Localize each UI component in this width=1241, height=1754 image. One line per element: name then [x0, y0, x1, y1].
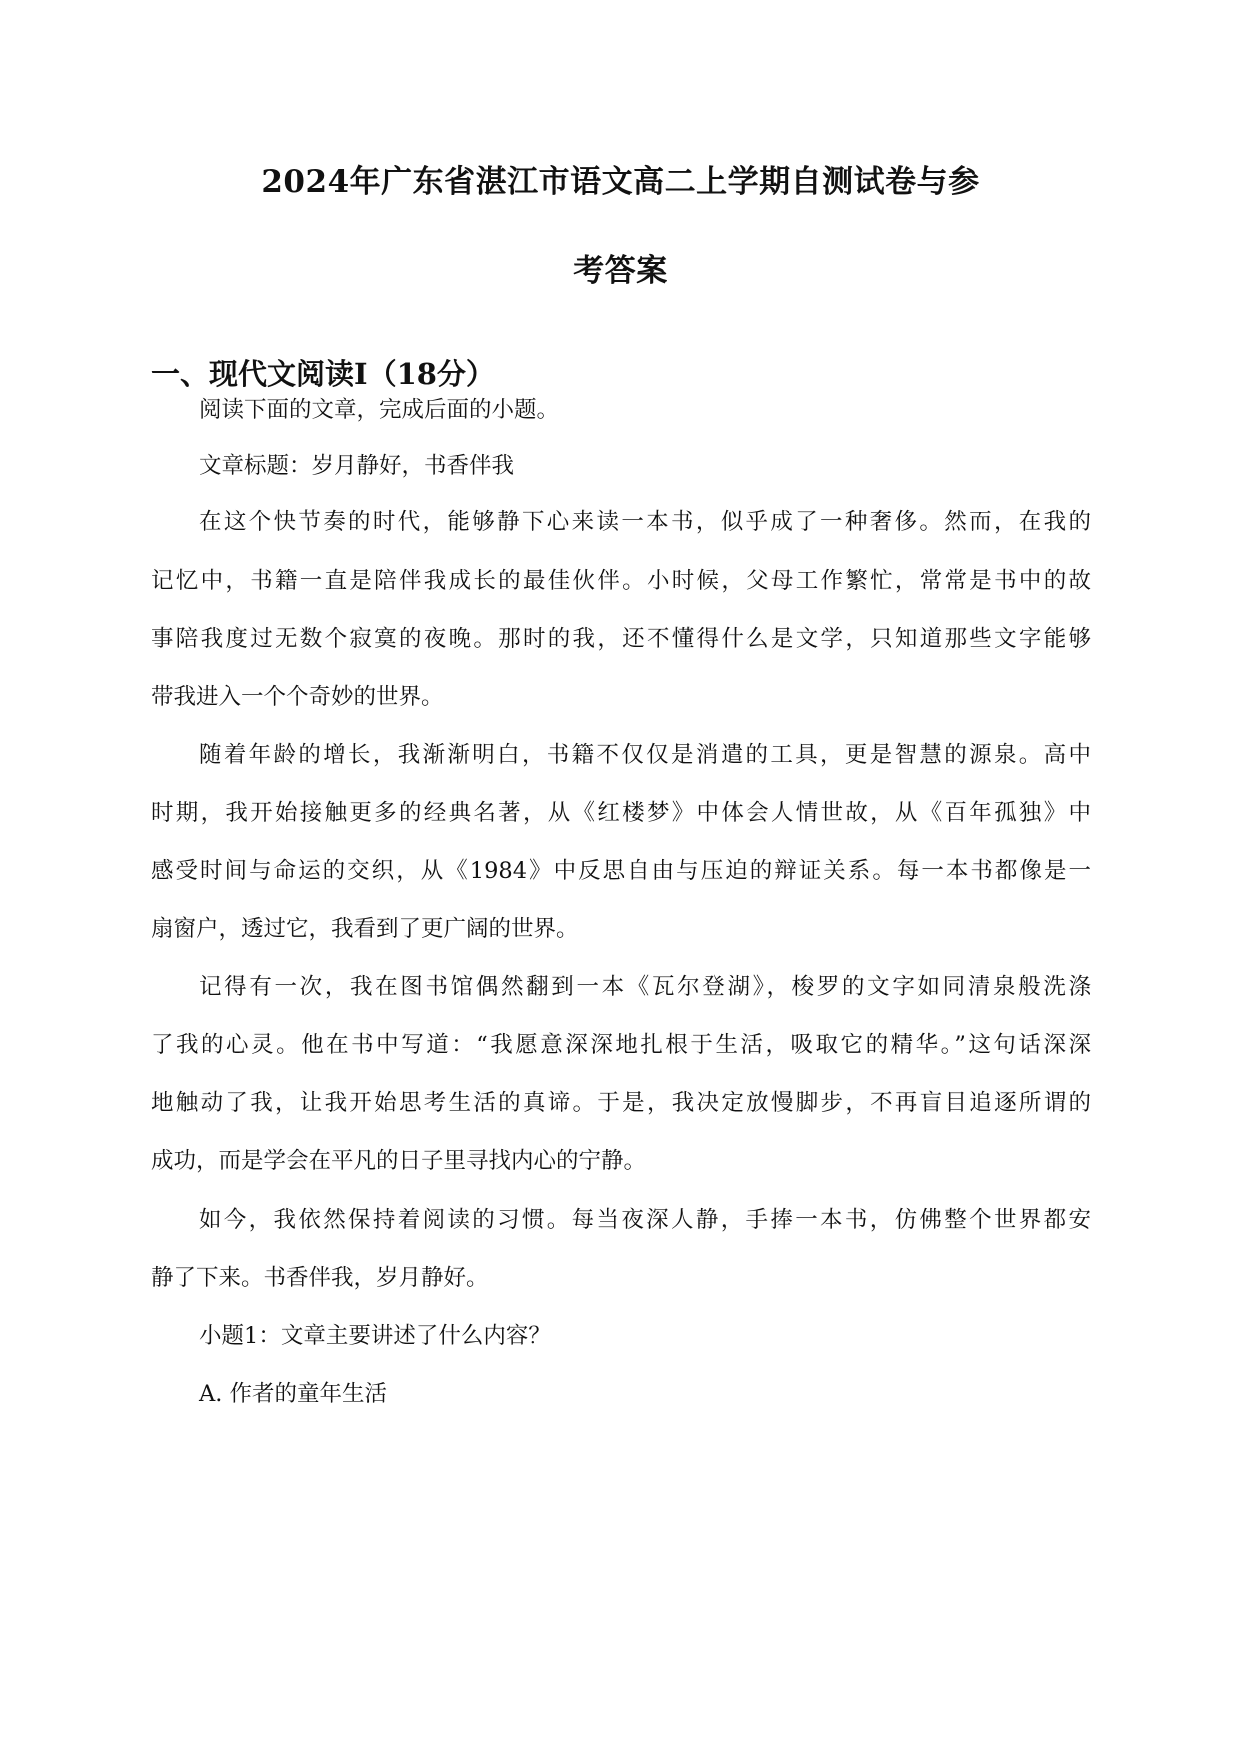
paragraph-1-line-3: 事陪我度过无数个寂寞的夜晚。那时的我，还不懂得什么是文学，只知道那些文字能够 [151, 626, 1091, 652]
question-1: 小题1：文章主要讲述了什么内容？ [199, 1323, 551, 1349]
paragraph-3-line-4: 成功，而是学会在平凡的日子里寻找内心的宁静。 [151, 1148, 647, 1174]
paragraph-1-line-4: 带我进入一个个奇妙的世界。 [151, 684, 444, 710]
section-heading: 一、现代文阅读Ⅰ（18分） [151, 357, 495, 391]
paragraph-2-line-4: 扇窗户，透过它，我看到了更广阔的世界。 [151, 916, 579, 942]
document-title-line-1: 2024年广东省湛江市语文高二上学期自测试卷与参 [261, 164, 980, 200]
question-1-option-a: A. 作者的童年生活 [199, 1381, 388, 1407]
paragraph-2-line-2: 时期，我开始接触更多的经典名著，从《红楼梦》中体会人情世故，从《百年孤独》中 [151, 800, 1091, 826]
paragraph-3-line-3: 地触动了我，让我开始思考生活的真谛。于是，我决定放慢脚步，不再盲目追逐所谓的 [151, 1090, 1091, 1116]
paragraph-1-line-1: 在这个快节奏的时代，能够静下心来读一本书，似乎成了一种奢侈。然而，在我的 [199, 509, 1091, 535]
paragraph-4-line-1: 如今，我依然保持着阅读的习惯。每当夜深人静，手捧一本书，仿佛整个世界都安 [199, 1207, 1091, 1233]
paragraph-3-line-1: 记得有一次，我在图书馆偶然翻到一本《瓦尔登湖》，梭罗的文字如同清泉般洗涤 [199, 974, 1091, 1000]
instruction-text: 阅读下面的文章，完成后面的小题。 [199, 397, 560, 423]
article-title: 文章标题：岁月静好，书香伴我 [199, 453, 515, 479]
paragraph-3-line-2: 了我的心灵。他在书中写道：“我愿意深深地扎根于生活，吸取它的精华。”这句话深深 [151, 1032, 1091, 1058]
paragraph-4-line-2: 静了下来。书香伴我，岁月静好。 [151, 1265, 489, 1291]
paragraph-2-line-3: 感受时间与命运的交织，从《1984》中反思自由与压迫的辩证关系。每一本书都像是一 [151, 858, 1091, 884]
paragraph-1-line-2: 记忆中，书籍一直是陪伴我成长的最佳伙伴。小时候，父母工作繁忙，常常是书中的故 [151, 568, 1091, 594]
document-title-line-2: 考答案 [573, 253, 668, 289]
paragraph-2-line-1: 随着年龄的增长，我渐渐明白，书籍不仅仅是消遣的工具，更是智慧的源泉。高中 [199, 742, 1091, 768]
